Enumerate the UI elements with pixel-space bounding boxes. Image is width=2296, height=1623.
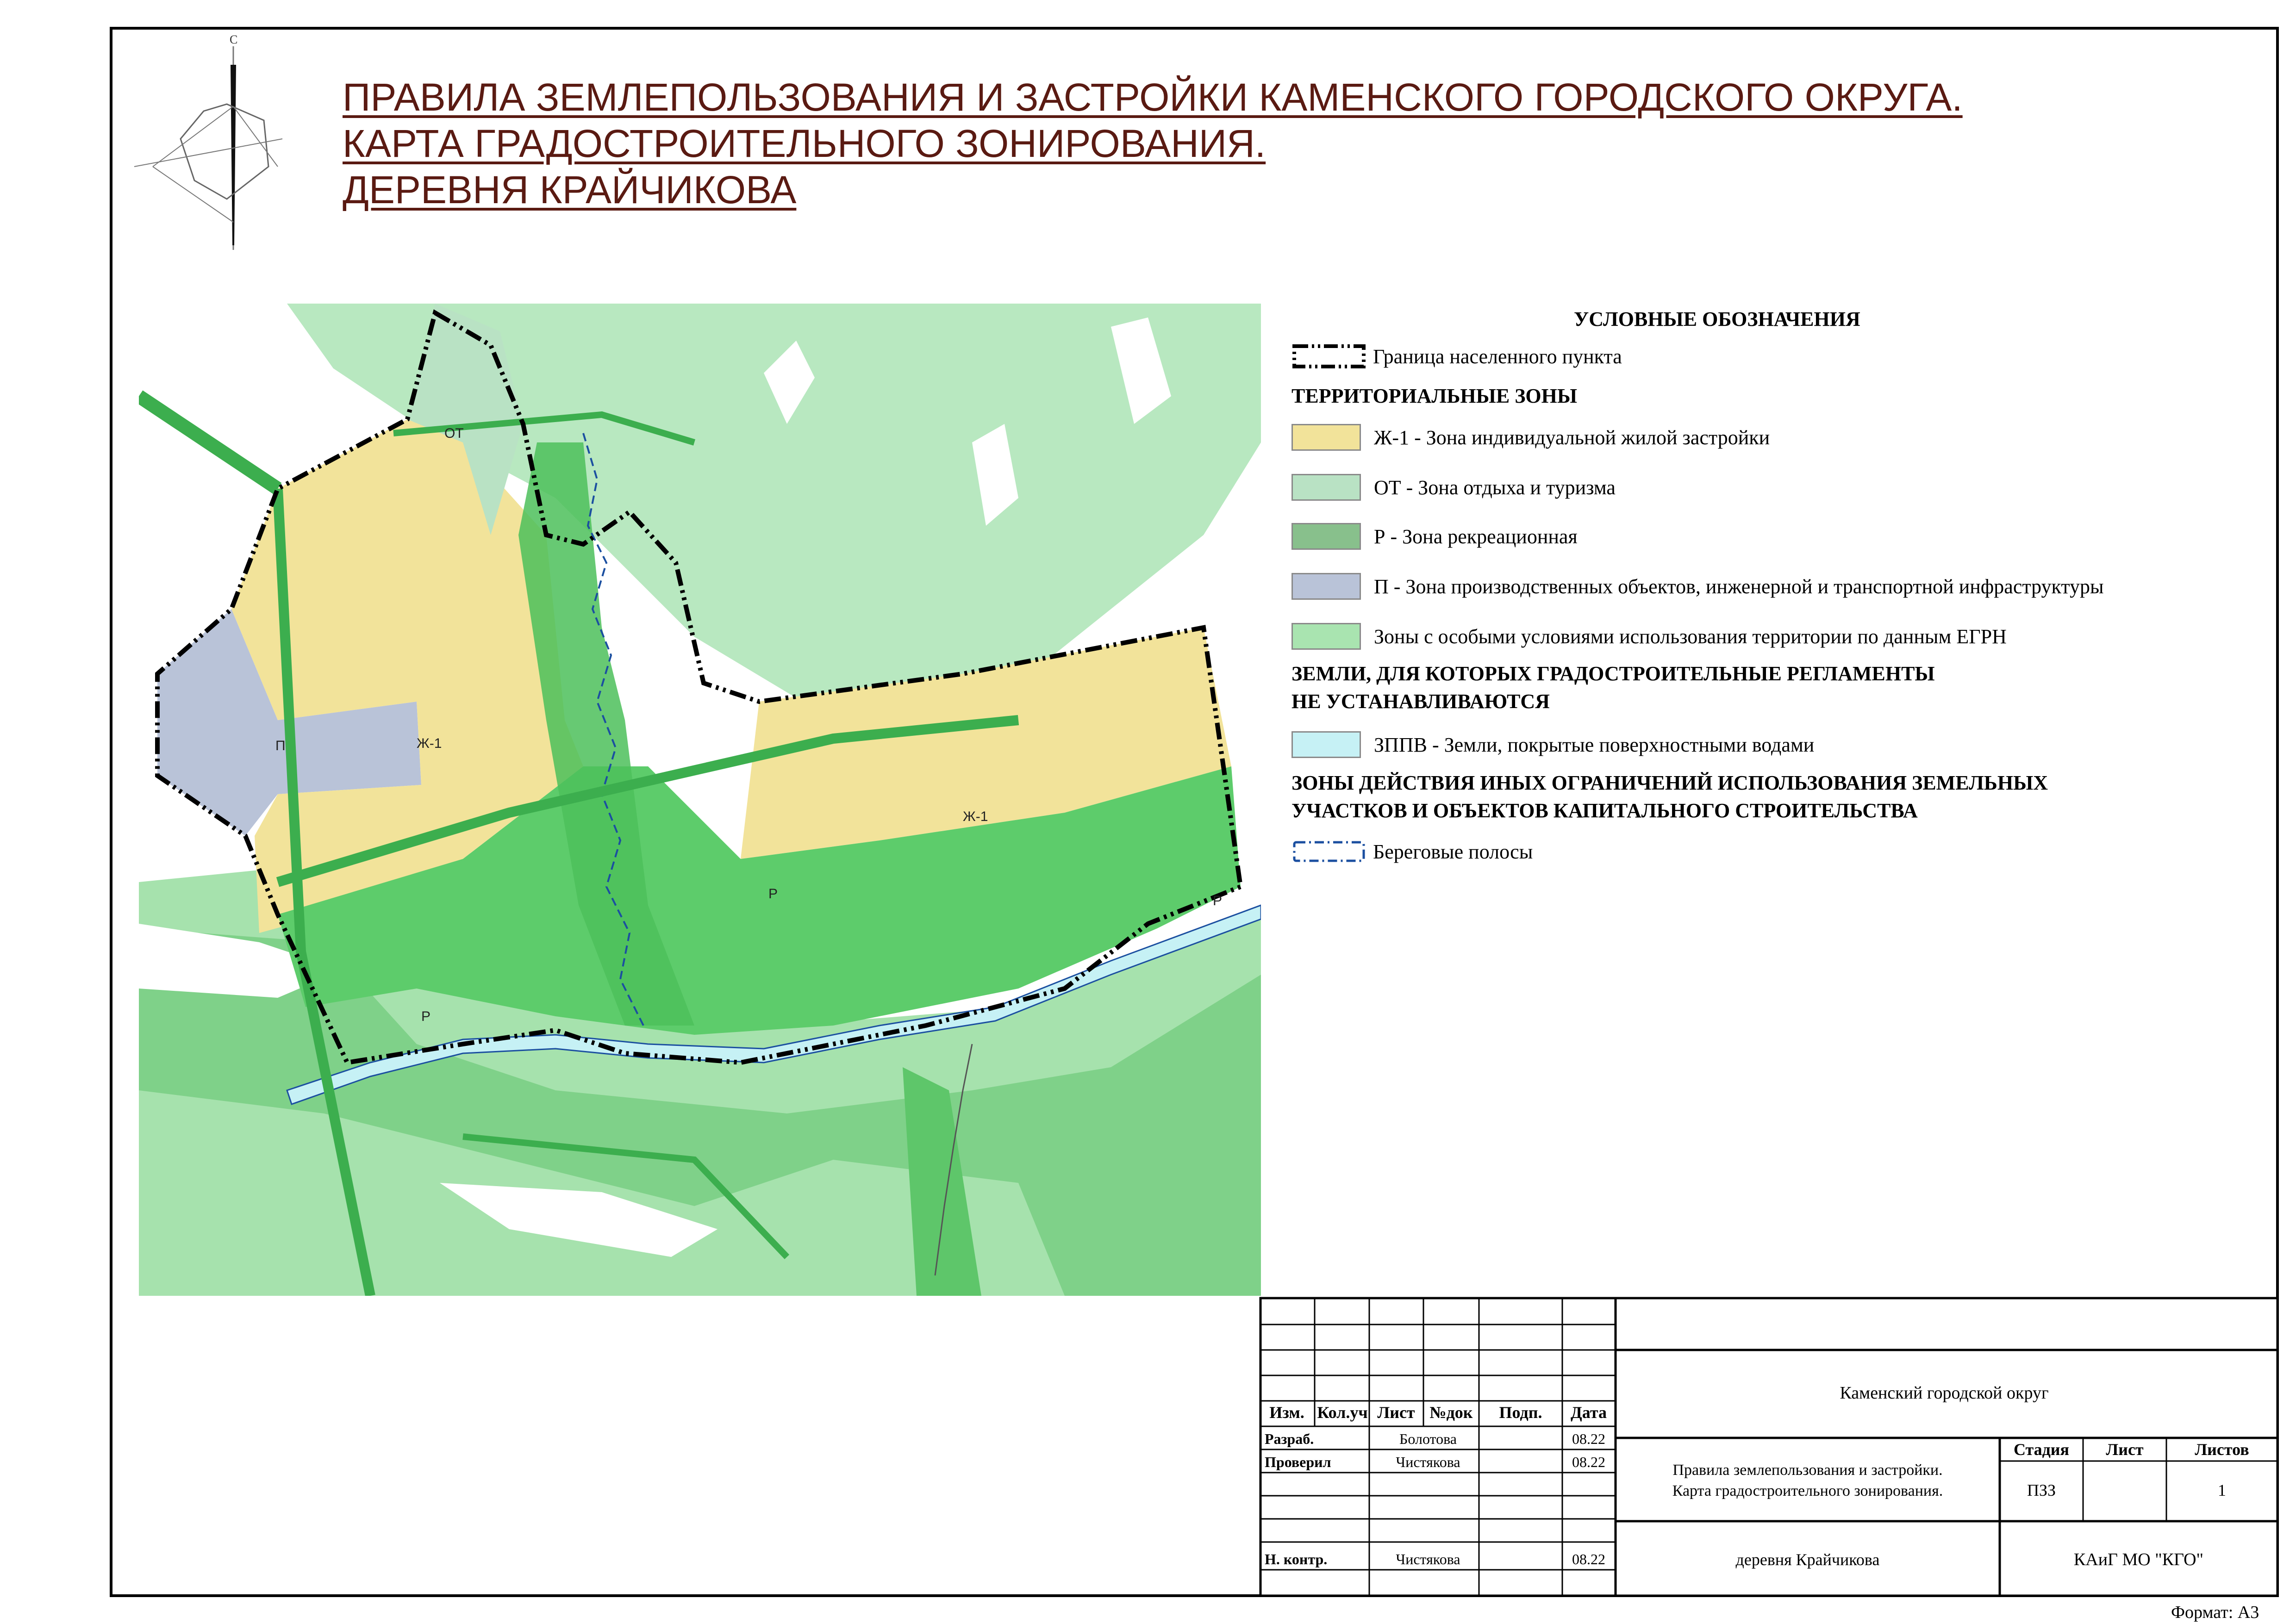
stamp-role-nkontr: Н. контр. — [1265, 1551, 1328, 1567]
zone-label-r-east: Р — [1213, 893, 1223, 908]
shore-swatch-icon — [1292, 838, 1370, 865]
stamp-stage-head: Стадия — [2013, 1440, 2070, 1459]
water-swatch-icon — [1292, 731, 1361, 758]
legend-heading: УСЛОВНЫЕ ОБОЗНАЧЕНИЯ — [1574, 308, 1860, 330]
legend-item-boundary — [1292, 342, 1622, 370]
stamp-name-razrab: Болотова — [1399, 1430, 1457, 1447]
zoning-map[interactable] — [139, 304, 1261, 1296]
legend-item-restricted — [1292, 623, 2007, 650]
zh1-swatch-icon — [1292, 424, 1361, 451]
stamp-role-razrab: Разраб. — [1265, 1430, 1314, 1447]
zone-label-p: П — [275, 738, 286, 753]
stamp-date-nkontr: 08.22 — [1572, 1551, 1605, 1567]
legend-water-label: ЗППВ - Земли, покрытые поверхностными водами — [1374, 733, 1815, 756]
stamp-col-koluch: Кол.уч — [1317, 1403, 1368, 1422]
stamp-doc-line2: Карта градостроительного зонирования. — [1672, 1482, 1943, 1499]
legend-item-shore — [1292, 838, 1533, 865]
legend-p-label: П - Зона производственных объектов, инженерной и транспортной инфраструктуры — [1374, 575, 2104, 598]
stamp-place: деревня Крайчикова — [1735, 1550, 1880, 1569]
stamp-name-nkontr: Чистякова — [1396, 1551, 1460, 1567]
zone-label-ot: ОТ — [444, 426, 464, 441]
stamp-org: Каменский городской округ — [1840, 1383, 2049, 1403]
legend-restricted-label: Зоны с особыми условиями использования территории по данным ЕГРН — [1374, 625, 2007, 648]
restricted-swatch-icon — [1292, 623, 1361, 650]
legend-item-water — [1292, 731, 1814, 758]
stamp-office: КАиГ МО "КГО" — [2073, 1550, 2204, 1569]
zone-label-zh1-west: Ж-1 — [417, 736, 442, 751]
legend-ot-label: ОТ - Зона отдыха и туризма — [1374, 476, 1616, 499]
zone-label-r-south: Р — [421, 1009, 431, 1024]
stamp-sheet-head: Лист — [2106, 1440, 2144, 1459]
legend-boundary-label: Граница населенного пункта — [1373, 345, 1622, 368]
stamp-name-proveril: Чистякова — [1396, 1454, 1460, 1470]
title-line-1: ПРАВИЛА ЗЕМЛЕПОЛЬЗОВАНИЯ И ЗАСТРОЙКИ КАМЕНСКОГО ГОРОДСКОГО ОКРУГА. — [343, 75, 1963, 119]
stamp-col-podp: Подп. — [1499, 1403, 1542, 1422]
stamp-stage: ПЗЗ — [2027, 1481, 2056, 1499]
legend-r-label: Р - Зона рекреационная — [1374, 525, 1578, 548]
stamp-col-izm: Изм. — [1269, 1403, 1304, 1422]
legend-section-other-1: ЗОНЫ ДЕЙСТВИЯ ИНЫХ ОГРАНИЧЕНИЙ ИСПОЛЬЗОВАНИЯ ЗЕМЕЛЬНЫХ — [1292, 771, 2048, 794]
page-title — [343, 74, 2102, 213]
legend-zh1-label: Ж-1 - Зона индивидуальной жилой застройки — [1374, 426, 1770, 449]
stamp-sheets: 1 — [2218, 1481, 2226, 1499]
ot-swatch-icon — [1292, 474, 1361, 501]
legend-section-other-2: УЧАСТКОВ И ОБЪЕКТОВ КАПИТАЛЬНОГО СТРОИТЕЛЬСТВА — [1292, 799, 1918, 822]
title-line-2: КАРТА ГРАДОСТРОИТЕЛЬНОГО ЗОНИРОВАНИЯ. — [343, 122, 1266, 165]
stamp-sheets-head: Листов — [2195, 1440, 2249, 1459]
p-swatch-icon — [1292, 573, 1361, 600]
stamp-col-data: Дата — [1571, 1403, 1607, 1422]
north-label: С — [230, 33, 238, 46]
legend-shore-label: Береговые полосы — [1373, 840, 1533, 863]
zone-label-r-center: Р — [768, 886, 778, 902]
r-swatch-icon — [1292, 523, 1361, 550]
legend-section-no-regs-2: НЕ УСТАНАВЛИВАЮТСЯ — [1292, 690, 1550, 713]
legend-item-zh1 — [1292, 424, 1770, 451]
legend-item-p — [1292, 573, 2104, 600]
title-line-3: ДЕРЕВНЯ КРАЙЧИКОВА — [343, 168, 797, 211]
stamp-date-proveril: 08.22 — [1572, 1454, 1605, 1470]
legend-section-no-regs-1: ЗЕМЛИ, ДЛЯ КОТОРЫХ ГРАДОСТРОИТЕЛЬНЫЕ РЕГЛАМЕНТЫ — [1292, 662, 1935, 685]
legend-item-ot — [1292, 474, 1616, 501]
stamp-col-list: Лист — [1377, 1403, 1415, 1422]
title-block — [1259, 1297, 2279, 1597]
boundary-swatch-icon — [1292, 342, 1370, 370]
stamp-doc-line1: Правила землепользования и застройки. — [1672, 1461, 1943, 1479]
stamp-col-ndok: №док — [1429, 1403, 1473, 1422]
stamp-role-proveril: Проверил — [1265, 1454, 1331, 1470]
compass-rose-icon — [125, 28, 287, 259]
zone-label-zh1-east: Ж-1 — [963, 809, 988, 824]
stamp-date-razrab: 08.22 — [1572, 1430, 1605, 1447]
legend-item-r — [1292, 523, 1578, 550]
legend-section-zones: ТЕРРИТОРИАЛЬНЫЕ ЗОНЫ — [1292, 385, 1578, 407]
sheet-format: Формат: А3 — [2171, 1603, 2259, 1622]
